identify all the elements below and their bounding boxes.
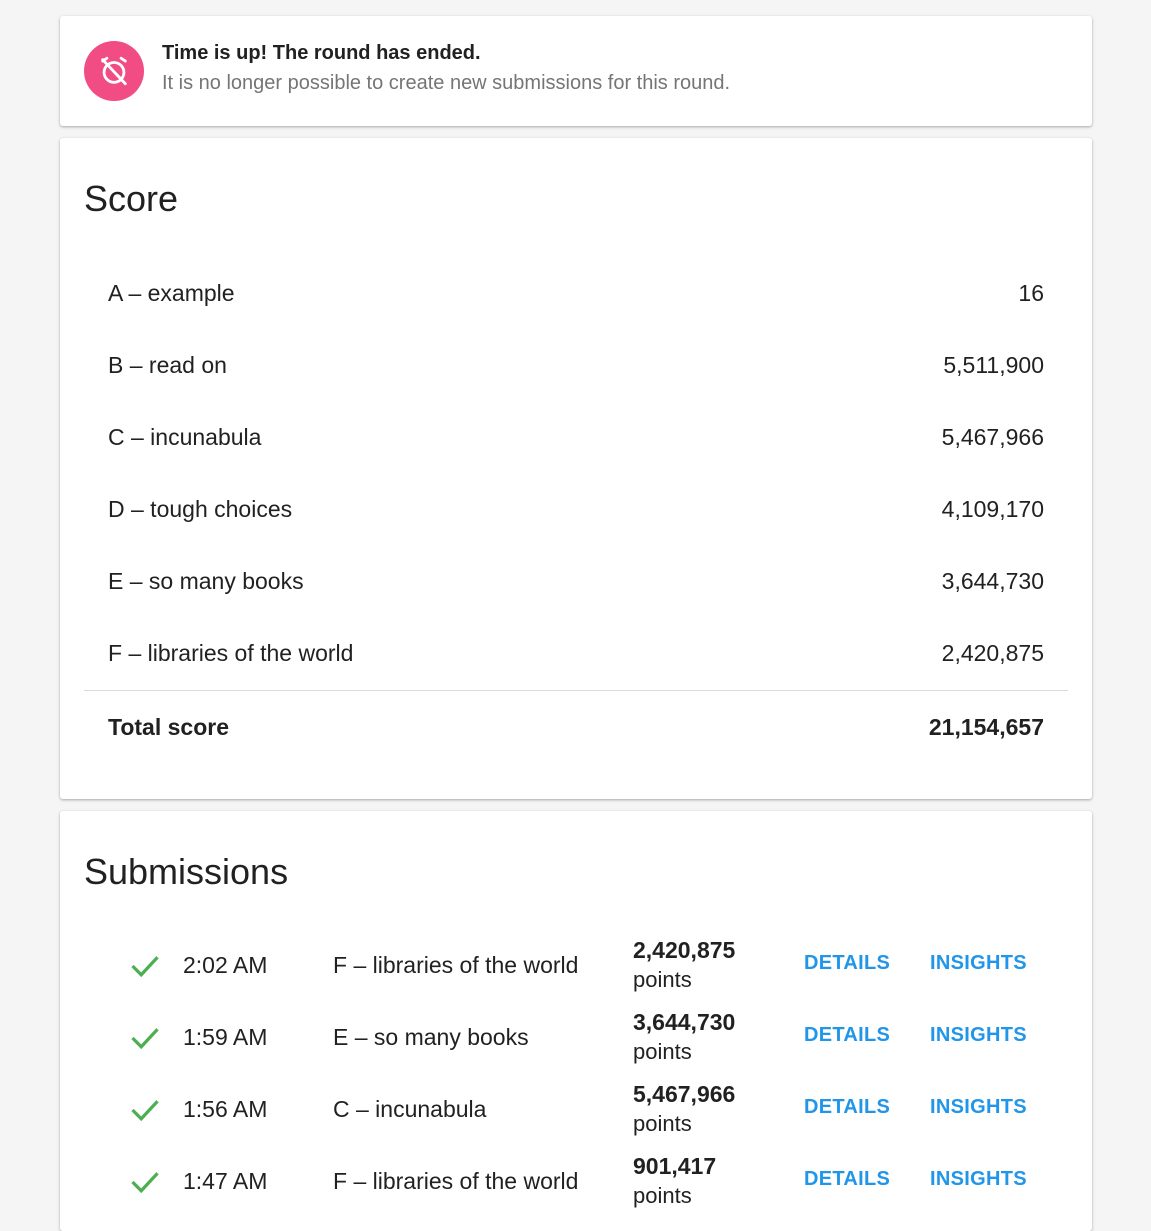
score-row-value: 5,467,966	[941, 423, 1044, 450]
details-button[interactable]: DETAILS	[804, 1168, 891, 1190]
insights-button[interactable]: INSIGHTS	[930, 1096, 1027, 1118]
submission-points	[633, 936, 735, 994]
score-row	[108, 329, 1044, 401]
submission-problem: F – libraries of the world	[333, 952, 579, 978]
score-title: Score	[84, 178, 179, 219]
score-row-value: 4,109,170	[941, 495, 1044, 522]
submission-row	[60, 930, 1092, 1002]
banner-subtitle: It is no longer possible to create new submissions for this round.	[162, 72, 731, 94]
submission-time: 1:56 AM	[183, 1096, 268, 1122]
points-value: 5,467,966	[633, 1081, 736, 1107]
details-button[interactable]: DETAILS	[804, 1096, 891, 1118]
submission-time: 2:02 AM	[183, 952, 268, 978]
score-row	[108, 257, 1044, 329]
score-row-label: C – incunabula	[108, 423, 262, 450]
submission-points	[633, 1152, 716, 1210]
score-row-value: 5,511,900	[943, 351, 1044, 378]
points-unit: points	[633, 967, 692, 992]
points-value: 901,417	[633, 1153, 717, 1179]
total-score-label: Total score	[108, 713, 229, 740]
score-row	[108, 617, 1044, 689]
points-unit: points	[633, 1183, 692, 1208]
score-row	[108, 545, 1044, 617]
alarm-off-icon	[84, 41, 144, 101]
insights-button[interactable]: INSIGHTS	[930, 952, 1027, 974]
check-icon	[130, 1169, 160, 1195]
score-row-label: E – so many books	[108, 567, 304, 594]
total-score-row	[108, 691, 1044, 763]
submission-problem: E – so many books	[333, 1024, 529, 1050]
score-row	[108, 473, 1044, 545]
submission-time: 1:59 AM	[183, 1024, 268, 1050]
submissions-title: Submissions	[84, 851, 289, 892]
score-row	[108, 401, 1044, 473]
round-ended-banner	[60, 16, 1092, 126]
points-unit: points	[633, 1039, 692, 1064]
score-card	[60, 138, 1092, 799]
total-score-value: 21,154,657	[928, 713, 1044, 740]
insights-button[interactable]: INSIGHTS	[930, 1024, 1027, 1046]
submission-points	[633, 1008, 735, 1066]
details-button[interactable]: DETAILS	[804, 1024, 891, 1046]
score-row-label: A – example	[108, 279, 235, 306]
submission-problem: C – incunabula	[333, 1096, 487, 1122]
details-button[interactable]: DETAILS	[804, 952, 891, 974]
submission-row	[60, 1002, 1092, 1074]
submission-row	[60, 1146, 1092, 1218]
submission-row	[60, 1074, 1092, 1146]
score-row-value: 16	[1018, 279, 1044, 306]
insights-button[interactable]: INSIGHTS	[930, 1168, 1027, 1190]
score-row-value: 3,644,730	[941, 567, 1044, 594]
submissions-card	[60, 811, 1092, 1231]
points-value: 3,644,730	[633, 1009, 736, 1035]
submission-time: 1:47 AM	[183, 1168, 268, 1194]
score-row-label: F – libraries of the world	[108, 639, 354, 666]
score-row-label: D – tough choices	[108, 495, 293, 522]
points-value: 2,420,875	[633, 937, 736, 963]
points-unit: points	[633, 1111, 692, 1136]
score-row-value: 2,420,875	[941, 639, 1044, 666]
submission-points	[633, 1080, 735, 1138]
submission-problem: F – libraries of the world	[333, 1168, 579, 1194]
check-icon	[130, 1025, 160, 1051]
score-row-label: B – read on	[108, 351, 227, 378]
banner-title: Time is up! The round has ended.	[162, 42, 481, 64]
check-icon	[130, 1097, 160, 1123]
check-icon	[130, 953, 160, 979]
